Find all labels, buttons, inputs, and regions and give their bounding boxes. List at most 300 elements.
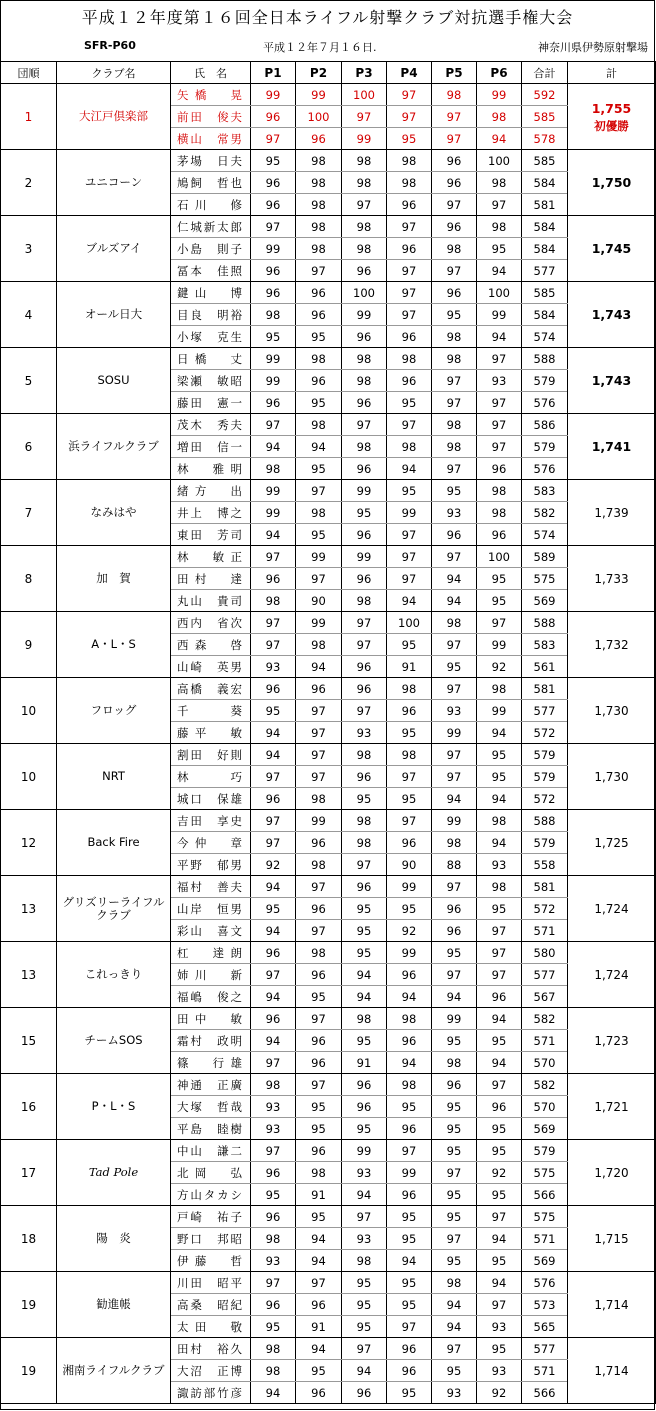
- score-p6: 98: [477, 106, 522, 128]
- score-p4: 95: [387, 392, 432, 414]
- score-p1: 99: [251, 84, 296, 106]
- score-p6: 97: [477, 414, 522, 436]
- team-group: [1, 282, 656, 348]
- score-p5: 99: [432, 1008, 477, 1030]
- team-rank: 2: [1, 150, 57, 216]
- score-p3: 94: [342, 1360, 387, 1382]
- score-p5: 97: [432, 546, 477, 568]
- shooter-sum: 572: [522, 898, 568, 920]
- shooter-sum: 577: [522, 260, 568, 282]
- score-p2: 97: [296, 480, 342, 502]
- score-p2: 90: [296, 590, 342, 612]
- score-p6: 98: [477, 876, 522, 898]
- col-header-p2: P2: [296, 62, 342, 84]
- shooter-name: 伊藤 哲: [171, 1250, 251, 1272]
- score-p1: 96: [251, 1206, 296, 1228]
- team-total-value: 1,755: [591, 100, 632, 116]
- shooter-sum: 579: [522, 766, 568, 788]
- score-p4: 96: [387, 1184, 432, 1206]
- score-p2: 96: [296, 370, 342, 392]
- score-p1: 97: [251, 832, 296, 854]
- score-p6: 94: [477, 788, 522, 810]
- score-p2: 95: [296, 1096, 342, 1118]
- score-p6: 95: [477, 1250, 522, 1272]
- score-p4: 97: [387, 524, 432, 546]
- club-name: Back Fire: [57, 810, 171, 876]
- shooter-name: 大沼 正博: [171, 1360, 251, 1382]
- score-p4: 95: [387, 788, 432, 810]
- score-p3: 96: [342, 876, 387, 898]
- score-p3: 96: [342, 260, 387, 282]
- score-p4: 97: [387, 1140, 432, 1162]
- score-p2: 98: [296, 348, 342, 370]
- score-p5: 97: [432, 634, 477, 656]
- team-group: [1, 612, 656, 678]
- score-p1: 94: [251, 436, 296, 458]
- shooter-name: 林 敏正: [171, 546, 251, 568]
- team-total: 1,724: [568, 942, 656, 1008]
- score-p5: 98: [432, 436, 477, 458]
- score-p3: 97: [342, 854, 387, 876]
- score-p4: 94: [387, 458, 432, 480]
- score-p2: 95: [296, 1360, 342, 1382]
- team-group: [1, 1008, 656, 1074]
- table-row: [1, 876, 656, 898]
- score-p1: 97: [251, 810, 296, 832]
- team-total: 1,715: [568, 1206, 656, 1272]
- shooter-name: 鍵山 博: [171, 282, 251, 304]
- team-total: 1,741: [568, 414, 656, 480]
- shooter-sum: 572: [522, 788, 568, 810]
- shooter-name: 姉川 新: [171, 964, 251, 986]
- shooter-sum: 579: [522, 436, 568, 458]
- score-p5: 94: [432, 986, 477, 1008]
- score-p1: 99: [251, 348, 296, 370]
- score-p5: 97: [432, 964, 477, 986]
- score-p4: 96: [387, 326, 432, 348]
- score-p6: 97: [477, 920, 522, 942]
- score-p3: 95: [342, 1272, 387, 1294]
- score-p6: 99: [477, 84, 522, 106]
- results-table: [0, 61, 656, 1404]
- shooter-sum: 575: [522, 1162, 568, 1184]
- score-p2: 98: [296, 942, 342, 964]
- score-p1: 97: [251, 1272, 296, 1294]
- shooter-name: 今仲 章: [171, 832, 251, 854]
- score-p6: 92: [477, 1382, 522, 1404]
- score-p4: 96: [387, 700, 432, 722]
- score-p6: 100: [477, 546, 522, 568]
- score-p3: 93: [342, 1228, 387, 1250]
- score-p6: 93: [477, 854, 522, 876]
- table-row: [1, 480, 656, 502]
- score-p4: 97: [387, 414, 432, 436]
- score-p5: 95: [432, 1184, 477, 1206]
- shooter-sum: 580: [522, 942, 568, 964]
- score-p4: 95: [387, 1096, 432, 1118]
- shooter-name: 茂木 秀夫: [171, 414, 251, 436]
- score-p3: 98: [342, 832, 387, 854]
- score-p2: 94: [296, 1228, 342, 1250]
- score-p1: 95: [251, 1316, 296, 1338]
- table-row: [1, 612, 656, 634]
- score-p1: 99: [251, 502, 296, 524]
- team-group: [1, 84, 656, 150]
- score-p4: 98: [387, 436, 432, 458]
- score-p4: 96: [387, 194, 432, 216]
- team-total: 1,745: [568, 216, 656, 282]
- shooter-name: 田中 敏: [171, 1008, 251, 1030]
- score-p1: 94: [251, 1030, 296, 1052]
- score-p6: 96: [477, 458, 522, 480]
- score-p1: 94: [251, 920, 296, 942]
- score-p6: 98: [477, 810, 522, 832]
- score-p2: 97: [296, 700, 342, 722]
- score-p4: 95: [387, 1272, 432, 1294]
- score-p2: 96: [296, 128, 342, 150]
- score-p2: 95: [296, 1206, 342, 1228]
- score-p4: 97: [387, 84, 432, 106]
- shooter-sum: 577: [522, 700, 568, 722]
- score-p6: 98: [477, 480, 522, 502]
- score-p1: 94: [251, 876, 296, 898]
- shooter-sum: 583: [522, 480, 568, 502]
- team-rank: 15: [1, 1008, 57, 1074]
- score-p4: 96: [387, 1118, 432, 1140]
- club-name: なみはや: [57, 480, 171, 546]
- score-p3: 98: [342, 216, 387, 238]
- table-row: [1, 1074, 656, 1096]
- club-name: 大江戸倶楽部: [57, 84, 171, 150]
- shooter-name: 太田 敬: [171, 1316, 251, 1338]
- score-p6: 93: [477, 1360, 522, 1382]
- shooter-sum: 571: [522, 920, 568, 942]
- score-p1: 93: [251, 1118, 296, 1140]
- score-p5: 94: [432, 590, 477, 612]
- score-p6: 95: [477, 1338, 522, 1360]
- score-p6: 96: [477, 524, 522, 546]
- score-p2: 97: [296, 722, 342, 744]
- score-p2: 94: [296, 1338, 342, 1360]
- score-p6: 97: [477, 436, 522, 458]
- shooter-name: 戸崎 祐子: [171, 1206, 251, 1228]
- score-p1: 96: [251, 788, 296, 810]
- shooter-name: 平野 郁男: [171, 854, 251, 876]
- score-p1: 98: [251, 1360, 296, 1382]
- shooter-name: 西内 省次: [171, 612, 251, 634]
- table-row: [1, 282, 656, 304]
- score-p3: 100: [342, 282, 387, 304]
- shooter-sum: 576: [522, 458, 568, 480]
- shooter-name: 目良 明裕: [171, 304, 251, 326]
- shooter-sum: 561: [522, 656, 568, 678]
- score-p4: 95: [387, 722, 432, 744]
- event-venue: 神奈川県伊勢原射撃場: [538, 41, 648, 54]
- shooter-sum: 582: [522, 1008, 568, 1030]
- score-p1: 99: [251, 370, 296, 392]
- score-p3: 91: [342, 1052, 387, 1074]
- score-p2: 97: [296, 766, 342, 788]
- shooter-sum: 588: [522, 348, 568, 370]
- score-p4: 97: [387, 216, 432, 238]
- shooter-sum: 572: [522, 722, 568, 744]
- shooter-name: 矢橋 晃: [171, 84, 251, 106]
- score-p2: 98: [296, 414, 342, 436]
- score-p5: 93: [432, 502, 477, 524]
- shooter-sum: 584: [522, 216, 568, 238]
- score-p4: 91: [387, 656, 432, 678]
- score-p3: 99: [342, 1140, 387, 1162]
- shooter-sum: 585: [522, 150, 568, 172]
- team-rank: 12: [1, 810, 57, 876]
- score-p6: 94: [477, 832, 522, 854]
- shooter-name: 山崎 英男: [171, 656, 251, 678]
- score-p3: 98: [342, 1008, 387, 1030]
- score-p6: 97: [477, 392, 522, 414]
- shooter-name: 丸山 貴司: [171, 590, 251, 612]
- table-row: [1, 1206, 656, 1228]
- team-total: [568, 84, 656, 150]
- shooter-name: 篠 行雄: [171, 1052, 251, 1074]
- shooter-name: 西森 啓: [171, 634, 251, 656]
- score-p6: 94: [477, 1008, 522, 1030]
- score-p4: 96: [387, 370, 432, 392]
- score-p3: 95: [342, 1316, 387, 1338]
- team-group: [1, 810, 656, 876]
- shooter-name: 福村 善夫: [171, 876, 251, 898]
- score-p4: 97: [387, 106, 432, 128]
- score-p3: 96: [342, 656, 387, 678]
- score-p3: 98: [342, 590, 387, 612]
- score-p6: 93: [477, 1316, 522, 1338]
- shooter-name: 冨本 佳照: [171, 260, 251, 282]
- score-p4: 95: [387, 128, 432, 150]
- score-p6: 97: [477, 348, 522, 370]
- shooter-sum: 579: [522, 744, 568, 766]
- team-rank: 13: [1, 942, 57, 1008]
- score-p3: 98: [342, 238, 387, 260]
- score-p3: 99: [342, 128, 387, 150]
- subheader: [1, 32, 654, 61]
- score-p4: 95: [387, 1228, 432, 1250]
- score-p1: 95: [251, 700, 296, 722]
- score-p6: 95: [477, 766, 522, 788]
- table-row: [1, 744, 656, 766]
- score-p1: 97: [251, 634, 296, 656]
- score-p3: 97: [342, 414, 387, 436]
- score-p6: 95: [477, 590, 522, 612]
- shooter-name: 横山 常男: [171, 128, 251, 150]
- score-p2: 96: [296, 1294, 342, 1316]
- score-p5: 98: [432, 326, 477, 348]
- shooter-name: 藤田 憲一: [171, 392, 251, 414]
- score-p5: 96: [432, 898, 477, 920]
- shooter-name: 田村 達: [171, 568, 251, 590]
- score-p1: 94: [251, 1382, 296, 1404]
- club-name: A・L・S: [57, 612, 171, 678]
- score-p2: 99: [296, 84, 342, 106]
- shooter-name: 増田 信一: [171, 436, 251, 458]
- score-p5: 97: [432, 458, 477, 480]
- score-p5: 97: [432, 370, 477, 392]
- score-p4: 96: [387, 1338, 432, 1360]
- score-p1: 98: [251, 590, 296, 612]
- shooter-name: 仁城新太郎: [171, 216, 251, 238]
- shooter-name: 諏訪部竹彦: [171, 1382, 251, 1404]
- team-group: [1, 546, 656, 612]
- team-total: 1,750: [568, 150, 656, 216]
- shooter-sum: 567: [522, 986, 568, 1008]
- shooter-sum: 569: [522, 1118, 568, 1140]
- team-rank: 17: [1, 1140, 57, 1206]
- score-p1: 96: [251, 568, 296, 590]
- score-p5: 94: [432, 1294, 477, 1316]
- shooter-name: 茅場 日夫: [171, 150, 251, 172]
- col-header-p6: P6: [477, 62, 522, 84]
- team-group: [1, 480, 656, 546]
- team-group: [1, 744, 656, 810]
- score-p6: 98: [477, 678, 522, 700]
- team-total: 1,743: [568, 282, 656, 348]
- score-p5: 95: [432, 942, 477, 964]
- club-name: グリズリーライフルクラブ: [57, 876, 171, 942]
- score-p5: 95: [432, 1118, 477, 1140]
- score-p2: 97: [296, 1272, 342, 1294]
- shooter-name: 城口 保雄: [171, 788, 251, 810]
- shooter-name: 方山タカシ: [171, 1184, 251, 1206]
- score-p4: 98: [387, 172, 432, 194]
- col-header-p5: P5: [432, 62, 477, 84]
- score-p4: 97: [387, 810, 432, 832]
- score-p4: 95: [387, 480, 432, 502]
- club-name: Tad Pole: [57, 1140, 171, 1206]
- shooter-name: 彩山 喜文: [171, 920, 251, 942]
- team-group: [1, 876, 656, 942]
- score-p2: 95: [296, 326, 342, 348]
- score-p6: 97: [477, 1074, 522, 1096]
- score-p6: 97: [477, 1206, 522, 1228]
- score-p1: 96: [251, 1162, 296, 1184]
- score-p6: 95: [477, 238, 522, 260]
- shooter-name: 小塚 克生: [171, 326, 251, 348]
- score-p1: 96: [251, 678, 296, 700]
- shooter-sum: 579: [522, 832, 568, 854]
- score-p3: 93: [342, 722, 387, 744]
- score-p1: 98: [251, 458, 296, 480]
- score-p3: 96: [342, 392, 387, 414]
- shooter-name: 福嶋 俊之: [171, 986, 251, 1008]
- score-p3: 96: [342, 678, 387, 700]
- shooter-sum: 584: [522, 304, 568, 326]
- shooter-sum: 582: [522, 1074, 568, 1096]
- score-p5: 96: [432, 282, 477, 304]
- score-p5: 95: [432, 1360, 477, 1382]
- col-header-sum: 合計: [522, 62, 568, 84]
- shooter-sum: 581: [522, 678, 568, 700]
- team-group: [1, 678, 656, 744]
- score-p1: 98: [251, 1338, 296, 1360]
- score-p5: 97: [432, 106, 477, 128]
- score-p6: 98: [477, 216, 522, 238]
- score-p2: 98: [296, 1162, 342, 1184]
- shooter-name: 高橋 義宏: [171, 678, 251, 700]
- team-rank: 19: [1, 1272, 57, 1338]
- score-p2: 95: [296, 986, 342, 1008]
- score-p4: 97: [387, 260, 432, 282]
- team-total: 1,724: [568, 876, 656, 942]
- club-name: P・L・S: [57, 1074, 171, 1140]
- score-p4: 90: [387, 854, 432, 876]
- score-p3: 98: [342, 1250, 387, 1272]
- score-p6: 96: [477, 986, 522, 1008]
- team-total: 1,739: [568, 480, 656, 546]
- team-rank: 4: [1, 282, 57, 348]
- score-p5: 95: [432, 656, 477, 678]
- club-name: チームSOS: [57, 1008, 171, 1074]
- club-name: SOSU: [57, 348, 171, 414]
- score-p1: 92: [251, 854, 296, 876]
- shooter-sum: 585: [522, 106, 568, 128]
- score-p5: 97: [432, 766, 477, 788]
- score-p6: 100: [477, 150, 522, 172]
- team-total: 1,733: [568, 546, 656, 612]
- team-rank: 1: [1, 84, 57, 150]
- score-p5: 97: [432, 1228, 477, 1250]
- col-header-total: 計: [568, 62, 656, 84]
- score-p5: 97: [432, 876, 477, 898]
- club-name: ユニコーン: [57, 150, 171, 216]
- score-p3: 95: [342, 788, 387, 810]
- score-p2: 94: [296, 436, 342, 458]
- shooter-name: 千 葵: [171, 700, 251, 722]
- score-p4: 100: [387, 612, 432, 634]
- score-p3: 97: [342, 1338, 387, 1360]
- score-p2: 96: [296, 1030, 342, 1052]
- team-total: 1,730: [568, 744, 656, 810]
- score-p5: 95: [432, 1030, 477, 1052]
- score-p1: 98: [251, 1228, 296, 1250]
- score-p6: 95: [477, 1140, 522, 1162]
- score-p3: 96: [342, 1096, 387, 1118]
- shooter-sum: 581: [522, 194, 568, 216]
- score-p5: 97: [432, 1162, 477, 1184]
- score-p4: 99: [387, 942, 432, 964]
- score-p6: 92: [477, 1162, 522, 1184]
- score-p4: 96: [387, 238, 432, 260]
- score-p6: 94: [477, 260, 522, 282]
- score-p1: 97: [251, 766, 296, 788]
- score-p4: 99: [387, 1162, 432, 1184]
- score-p5: 98: [432, 1272, 477, 1294]
- team-rank: 7: [1, 480, 57, 546]
- score-p3: 95: [342, 898, 387, 920]
- club-name: 湘南ライフルクラブ: [57, 1338, 171, 1404]
- score-p6: 99: [477, 700, 522, 722]
- score-p4: 94: [387, 1052, 432, 1074]
- club-name: これっきり: [57, 942, 171, 1008]
- club-name: フロッグ: [57, 678, 171, 744]
- score-p1: 96: [251, 194, 296, 216]
- score-p3: 95: [342, 1030, 387, 1052]
- shooter-sum: 571: [522, 1360, 568, 1382]
- score-p5: 96: [432, 920, 477, 942]
- score-p2: 98: [296, 194, 342, 216]
- score-p6: 97: [477, 1294, 522, 1316]
- score-p2: 97: [296, 744, 342, 766]
- score-p1: 93: [251, 1096, 296, 1118]
- score-p6: 94: [477, 1272, 522, 1294]
- shooter-sum: 581: [522, 876, 568, 898]
